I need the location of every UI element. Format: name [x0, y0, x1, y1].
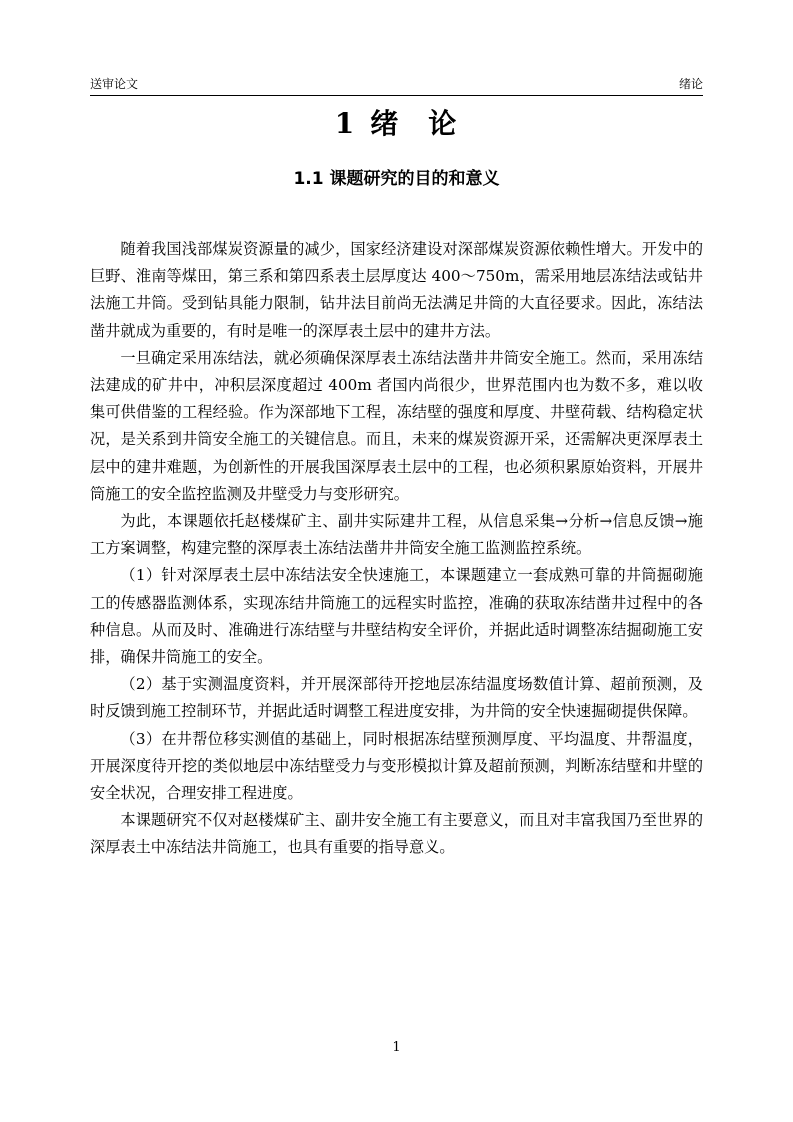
paragraph: 本课题研究不仅对赵楼煤矿主、副井安全施工有主要意义，而且对丰富我国乃至世界的深厚表土中冻结法井筒施工，也具有重要的指导意义。: [90, 811, 703, 857]
header-right-text: 绪论: [678, 77, 703, 91]
chapter-title-part2: 论: [428, 107, 459, 140]
paragraph: 为此，本课题依托赵楼煤矿主、副井实际建井工程，从信息采集→分析→信息反馈→施工方案调整，构建完整的深厚表土冻结法凿井井筒安全施工监测监控系统。: [90, 512, 703, 558]
paragraph: （2）基于实测温度资料，并开展深部待开挖地层冻结温度场数值计算、超前预测，及时反馈到施工控制环节，并据此适时调整工程进度安排，为井筒的安全快速掘砌提供保障。: [90, 675, 703, 721]
chapter-title-part1: 绪: [370, 107, 401, 140]
body-text: [90, 236, 703, 862]
paragraph: 一旦确定采用冻结法，就必须确保深厚表土冻结法凿井井筒安全施工。然而，采用冻结法建成的矿井中，冲积层深度超过 400m 者国内尚很少，世界范围内也为数不多，难以收集可供借鉴的工程经验。作为深部地下工程，冻结壁的强度和厚度、井壁荷载、结构稳定状况，是关系到井筒安全施工的关键信息。而且，未来的煤炭资源开采，还需解决更深厚表土层中的建井难题，为创新性的开展我国深厚表土层中的工程，也必须积累原始资料，开展井筒施工的安全监控监测及井壁受力与变形研究。: [90, 348, 703, 503]
chapter-number: 1: [334, 107, 357, 140]
paragraph: （1）针对深厚表土层中冻结法安全快速施工，本课题建立一套成熟可靠的井筒掘砌施工的传感器监测体系，实现冻结井筒施工的远程实时监控，准确的获取冻结凿井过程中的各种信息。从而及时、准确进行冻结壁与井壁结构安全评价，并据此适时调整冻结掘砌施工安排，确保井筒施工的安全。: [90, 566, 703, 667]
section-title: 1.1 课题研究的目的和意义: [293, 169, 500, 189]
paragraph: 随着我国浅部煤炭资源量的减少，国家经济建设对深部煤炭资源依赖性增大。开发中的巨野、淮南等煤田，第三系和第四系表土层厚度达 400～750m，需采用地层冻结法或钻井法施工井筒。受到钻具能力限制，钻井法目前尚无法满足井筒的大直径要求。因此，冻结法凿井就成为重要的，有时是唯一的深厚表土层中的建井方法。: [90, 240, 703, 340]
paragraph: （3）在井帮位移实测值的基础上，同时根据冻结壁预测厚度、平均温度、井帮温度，开展深度待开挖的类似地层中冻结壁受力与变形模拟计算及超前预测，判断冻结壁和井壁的安全状况，合理安排工程进度。: [90, 729, 703, 803]
page-number: 1: [392, 1040, 401, 1055]
chapter-title: [90, 104, 703, 144]
header-left-text: 送审论文: [90, 77, 139, 91]
running-header: [90, 77, 703, 96]
